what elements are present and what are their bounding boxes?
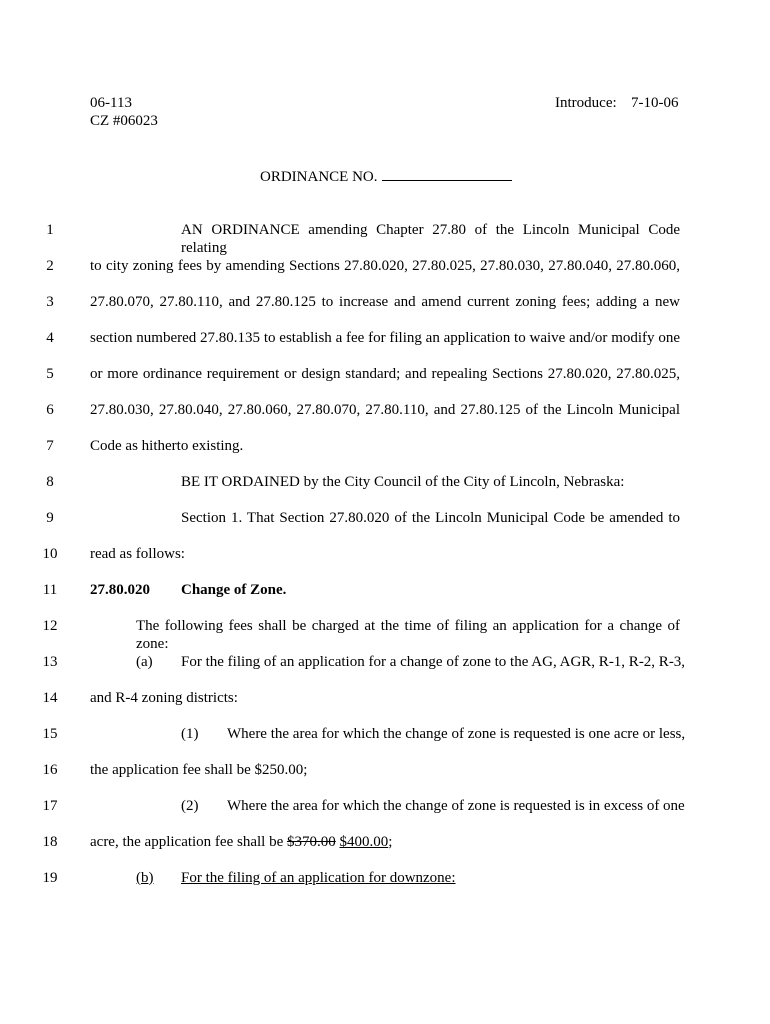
enacting-clause: BE IT ORDAINED by the City Council of the City of Lincoln, Nebraska:	[181, 474, 625, 490]
file-number: 06-113	[90, 95, 132, 111]
line-number: 5	[46, 366, 54, 382]
ordinance-text-line: The following fees shall be charged at the time of filing an application for a change of zone:	[136, 618, 680, 652]
ordinance-text-line: and R-4 zoning districts:	[90, 690, 238, 706]
section-title: Change of Zone.	[181, 582, 287, 598]
subsection-text: For the filing of an application for a change of zone to the AG, AGR, R-1, R-2, R-3,	[181, 654, 686, 670]
item-text: Where the area for which the change of zone is requested is in excess of one	[227, 798, 685, 814]
ordinance-text-line: read as follows:	[90, 546, 185, 562]
subsection-label: (b)	[136, 870, 154, 886]
line-number: 4	[46, 330, 54, 346]
line-number: 1	[46, 222, 54, 238]
line-number: 19	[42, 870, 58, 886]
item-label: (2)	[181, 798, 199, 814]
subsection-text: For the filing of an application for downzone:	[181, 870, 456, 886]
item-text: Where the area for which the change of zone is requested is one acre or less,	[227, 726, 686, 742]
line-number: 15	[42, 726, 58, 742]
item-2	[181, 797, 685, 815]
line-number: 10	[42, 546, 58, 562]
line-number: 11	[42, 582, 58, 598]
line-number: 16	[42, 762, 58, 778]
ordinance-text-line: 27.80.070, 27.80.110, and 27.80.125 to increase and amend current zoning fees; adding a new	[90, 294, 680, 310]
subsection-a	[136, 653, 686, 671]
section-number: 27.80.020	[90, 582, 150, 598]
line-number: 6	[46, 402, 54, 418]
fee-text-suffix: ;	[388, 834, 393, 850]
line-number: 17	[42, 798, 58, 814]
line-number: 2	[46, 258, 54, 274]
section-intro-line: Section 1. That Section 27.80.020 of the Lincoln Municipal Code be amended to	[181, 510, 680, 526]
line-number: 3	[46, 294, 54, 310]
change-of-zone-number: CZ #06023	[90, 113, 158, 129]
line-number: 12	[42, 618, 58, 634]
line-number: 7	[46, 438, 54, 454]
subsection-b	[136, 869, 680, 887]
deleted-fee: $370.00	[287, 834, 336, 850]
ordinance-title-text: ORDINANCE NO.	[260, 169, 378, 185]
ordinance-title	[260, 166, 512, 186]
line-number: 9	[46, 510, 54, 526]
line-number: 13	[42, 654, 58, 670]
ordinance-text-line: 27.80.030, 27.80.040, 27.80.060, 27.80.070, 27.80.110, and 27.80.125 of the Lincoln Municipal	[90, 402, 680, 418]
ordinance-text-line: section numbered 27.80.135 to establish a fee for filing an application to waive and/or modify one	[90, 330, 680, 346]
subsection-label: (a)	[136, 654, 153, 670]
ordinance-text-line: Code as hitherto existing.	[90, 438, 244, 454]
line-number: 8	[46, 474, 54, 490]
introduce-label: Introduce:	[555, 95, 617, 111]
ordinance-text-line: the application fee shall be $250.00;	[90, 762, 308, 778]
fee-line	[90, 833, 680, 851]
ordinance-text-line: or more ordinance requirement or design standard; and repealing Sections 27.80.020, 27.80.025,	[90, 366, 680, 382]
line-number: 14	[42, 690, 58, 706]
section-heading	[90, 581, 680, 599]
item-1	[181, 725, 686, 743]
fee-text-prefix: acre, the application fee shall be	[90, 834, 287, 850]
ordinance-text-line: to city zoning fees by amending Sections 27.80.020, 27.80.025, 27.80.030, 27.80.040, 27.80.060,	[90, 258, 680, 274]
introduce-date: 7-10-06	[631, 95, 679, 111]
ordinance-number-blank	[382, 166, 512, 181]
line-number: 18	[42, 834, 58, 850]
new-fee: $400.00	[339, 834, 389, 850]
item-label: (1)	[181, 726, 199, 742]
ordinance-text-line: AN ORDINANCE amending Chapter 27.80 of the Lincoln Municipal Code relating	[181, 222, 680, 256]
